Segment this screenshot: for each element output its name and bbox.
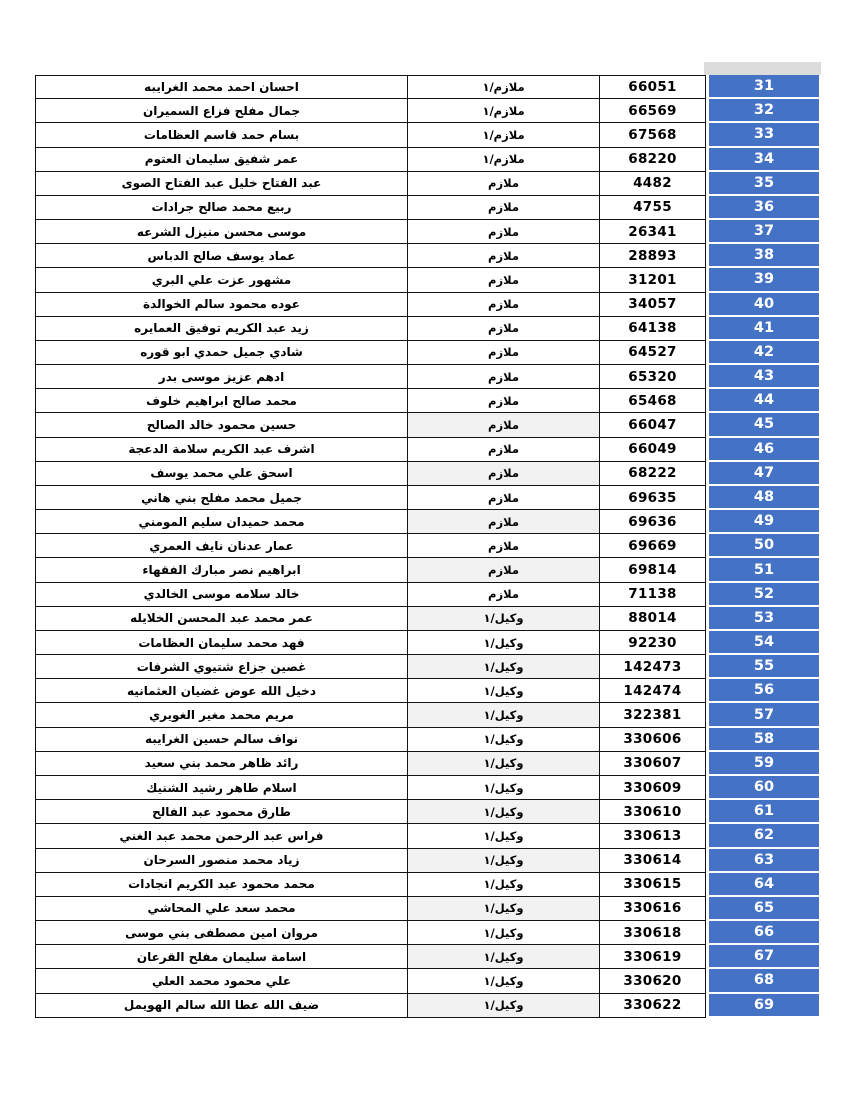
rank-cell: وكيل/١ <box>408 728 600 752</box>
name-cell: غصين جزاع شتيوي الشرفات <box>35 655 408 679</box>
name-cell: جميل محمد مفلح بني هاني <box>35 486 408 510</box>
service-id-cell: 66049 <box>600 438 706 462</box>
table-row <box>35 607 823 631</box>
service-id-cell: 330613 <box>600 824 706 848</box>
rank-cell: وكيل/١ <box>408 679 600 703</box>
service-id-cell: 4755 <box>600 196 706 220</box>
service-id-cell: 34057 <box>600 293 706 317</box>
name-cell: زياد محمد منصور السرحان <box>35 849 408 873</box>
service-id-cell: 330618 <box>600 921 706 945</box>
table-row <box>35 728 823 752</box>
rank-cell: ملازم <box>408 365 600 389</box>
name-cell: رائد ظاهر محمد بني سعيد <box>35 752 408 776</box>
table-row <box>35 196 823 220</box>
table-row <box>35 631 823 655</box>
table-row <box>35 317 823 341</box>
row-number-cell: 49 <box>709 510 819 534</box>
table-row <box>35 510 823 534</box>
table-row <box>35 752 823 776</box>
name-cell: جمال مفلح فزاع السميران <box>35 99 408 123</box>
row-number-cell: 52 <box>709 583 819 607</box>
row-number-cell: 55 <box>709 655 819 679</box>
name-cell: حسين محمود خالد الصالح <box>35 413 408 437</box>
table-row <box>35 220 823 244</box>
rank-cell: ملازم <box>408 510 600 534</box>
table-row <box>35 558 823 582</box>
service-id-cell: 69636 <box>600 510 706 534</box>
cutoff-previous-row-remnant <box>704 62 821 75</box>
row-number-cell: 34 <box>709 148 819 172</box>
rank-cell: ملازم <box>408 558 600 582</box>
table-row <box>35 679 823 703</box>
row-number-cell: 51 <box>709 558 819 582</box>
table-row <box>35 389 823 413</box>
name-cell: بسام حمد قاسم العظامات <box>35 123 408 147</box>
service-id-cell: 64527 <box>600 341 706 365</box>
table-row <box>35 849 823 873</box>
name-cell: عمر محمد عبد المحسن الخلايله <box>35 607 408 631</box>
table-row <box>35 244 823 268</box>
name-cell: عماد يوسف صالح الدباس <box>35 244 408 268</box>
table-row <box>35 341 823 365</box>
row-number-cell: 68 <box>709 969 819 993</box>
rank-cell: وكيل/١ <box>408 776 600 800</box>
row-number-cell: 42 <box>709 341 819 365</box>
name-cell: خالد سلامه موسى الخالدي <box>35 583 408 607</box>
table-row <box>35 462 823 486</box>
row-number-cell: 62 <box>709 824 819 848</box>
row-number-cell: 58 <box>709 728 819 752</box>
table-row <box>35 413 823 437</box>
row-number-cell: 41 <box>709 317 819 341</box>
name-cell: اشرف عبد الكريم سلامة الدعجة <box>35 438 408 462</box>
service-id-cell: 66047 <box>600 413 706 437</box>
table-row <box>35 800 823 824</box>
rank-cell: ملازم/١ <box>408 99 600 123</box>
table-row <box>35 438 823 462</box>
rank-cell: ملازم <box>408 534 600 558</box>
name-cell: محمد صالح ابراهيم خلوف <box>35 389 408 413</box>
row-number-cell: 37 <box>709 220 819 244</box>
name-cell: مروان امين مصطفى بني موسى <box>35 921 408 945</box>
table-row <box>35 75 823 99</box>
name-cell: شادي جميل حمدي ابو قوره <box>35 341 408 365</box>
name-cell: موسى محسن منيزل الشرعه <box>35 220 408 244</box>
row-number-cell: 31 <box>709 75 819 99</box>
name-cell: محمد محمود عبد الكريم انجادات <box>35 873 408 897</box>
row-number-cell: 32 <box>709 99 819 123</box>
row-number-cell: 45 <box>709 413 819 437</box>
rank-cell: وكيل/١ <box>408 994 600 1018</box>
name-cell: مشهور عزت علي البري <box>35 268 408 292</box>
row-number-cell: 66 <box>709 921 819 945</box>
table-row <box>35 945 823 969</box>
service-id-cell: 66569 <box>600 99 706 123</box>
service-id-cell: 69635 <box>600 486 706 510</box>
name-cell: فراس عبد الرحمن محمد عبد الغني <box>35 824 408 848</box>
row-number-cell: 48 <box>709 486 819 510</box>
table-row <box>35 534 823 558</box>
service-id-cell: 71138 <box>600 583 706 607</box>
service-id-cell: 330614 <box>600 849 706 873</box>
table-row <box>35 921 823 945</box>
service-id-cell: 88014 <box>600 607 706 631</box>
rank-cell: وكيل/١ <box>408 824 600 848</box>
rank-cell: وكيل/١ <box>408 945 600 969</box>
service-id-cell: 92230 <box>600 631 706 655</box>
name-cell: فهد محمد سليمان العظامات <box>35 631 408 655</box>
row-number-cell: 63 <box>709 849 819 873</box>
table-row <box>35 703 823 727</box>
name-cell: ابراهيم نصر مبارك الفقهاء <box>35 558 408 582</box>
rank-cell: ملازم <box>408 244 600 268</box>
rank-cell: وكيل/١ <box>408 849 600 873</box>
row-number-cell: 38 <box>709 244 819 268</box>
service-id-cell: 69814 <box>600 558 706 582</box>
table-row <box>35 969 823 993</box>
rank-cell: ملازم <box>408 293 600 317</box>
row-number-cell: 53 <box>709 607 819 631</box>
rank-cell: وكيل/١ <box>408 752 600 776</box>
table-row <box>35 486 823 510</box>
row-number-cell: 64 <box>709 873 819 897</box>
rank-cell: وكيل/١ <box>408 921 600 945</box>
name-cell: ادهم عزيز موسى بدر <box>35 365 408 389</box>
rank-cell: ملازم/١ <box>408 148 600 172</box>
service-id-cell: 330616 <box>600 897 706 921</box>
service-id-cell: 330609 <box>600 776 706 800</box>
rank-cell: وكيل/١ <box>408 655 600 679</box>
service-id-cell: 31201 <box>600 268 706 292</box>
row-number-cell: 46 <box>709 438 819 462</box>
service-id-cell: 330610 <box>600 800 706 824</box>
row-number-cell: 61 <box>709 800 819 824</box>
rank-cell: ملازم <box>408 462 600 486</box>
row-number-cell: 40 <box>709 293 819 317</box>
row-number-cell: 54 <box>709 631 819 655</box>
name-cell: عوده محمود سالم الخوالدة <box>35 293 408 317</box>
name-cell: محمد حميدان سليم المومني <box>35 510 408 534</box>
rank-cell: وكيل/١ <box>408 607 600 631</box>
name-cell: دخيل الله عوض غضيان العثمانيه <box>35 679 408 703</box>
row-number-cell: 50 <box>709 534 819 558</box>
row-number-cell: 39 <box>709 268 819 292</box>
table-row <box>35 123 823 147</box>
row-number-cell: 67 <box>709 945 819 969</box>
name-cell: اسلام طاهر رشيد الشنيك <box>35 776 408 800</box>
rank-cell: وكيل/١ <box>408 897 600 921</box>
service-id-cell: 330615 <box>600 873 706 897</box>
name-cell: زيد عبد الكريم توفيق العمايره <box>35 317 408 341</box>
row-number-cell: 33 <box>709 123 819 147</box>
rank-cell: وكيل/١ <box>408 969 600 993</box>
service-id-cell: 330622 <box>600 994 706 1018</box>
row-number-cell: 60 <box>709 776 819 800</box>
rank-cell: وكيل/١ <box>408 800 600 824</box>
name-cell: ضيف الله عطا الله سالم الهويمل <box>35 994 408 1018</box>
rank-cell: وكيل/١ <box>408 873 600 897</box>
rank-cell: ملازم <box>408 268 600 292</box>
name-cell: اسحق علي محمد يوسف <box>35 462 408 486</box>
rank-cell: ملازم <box>408 172 600 196</box>
table-row <box>35 776 823 800</box>
table-row <box>35 897 823 921</box>
table-row <box>35 172 823 196</box>
table-row <box>35 268 823 292</box>
row-number-cell: 47 <box>709 462 819 486</box>
table-row <box>35 655 823 679</box>
service-id-cell: 65468 <box>600 389 706 413</box>
rank-cell: ملازم <box>408 389 600 413</box>
rank-cell: ملازم <box>408 486 600 510</box>
rank-cell: ملازم/١ <box>408 123 600 147</box>
name-cell: طارق محمود عبد الفالح <box>35 800 408 824</box>
service-id-cell: 142474 <box>600 679 706 703</box>
table-row <box>35 583 823 607</box>
table-row <box>35 994 823 1018</box>
service-id-cell: 330607 <box>600 752 706 776</box>
service-id-cell: 322381 <box>600 703 706 727</box>
table-row <box>35 148 823 172</box>
service-id-cell: 67568 <box>600 123 706 147</box>
name-cell: ربيع محمد صالح جرادات <box>35 196 408 220</box>
service-id-cell: 142473 <box>600 655 706 679</box>
name-cell: اسامة سليمان مفلح القرعان <box>35 945 408 969</box>
rank-cell: ملازم/١ <box>408 75 600 99</box>
name-cell: احسان احمد محمد الغرايبه <box>35 75 408 99</box>
row-number-cell: 65 <box>709 897 819 921</box>
service-id-cell: 66051 <box>600 75 706 99</box>
name-cell: علي محمود محمد العلي <box>35 969 408 993</box>
rank-cell: ملازم <box>408 583 600 607</box>
rank-cell: وكيل/١ <box>408 631 600 655</box>
row-number-cell: 69 <box>709 994 819 1018</box>
table-row <box>35 873 823 897</box>
personnel-roster-table <box>35 75 823 1018</box>
service-id-cell: 68220 <box>600 148 706 172</box>
service-id-cell: 330606 <box>600 728 706 752</box>
rank-cell: ملازم <box>408 413 600 437</box>
service-id-cell: 69669 <box>600 534 706 558</box>
name-cell: مريم محمد مغير الغويري <box>35 703 408 727</box>
name-cell: محمد سعد علي المحاشي <box>35 897 408 921</box>
row-number-cell: 57 <box>709 703 819 727</box>
rank-cell: ملازم <box>408 220 600 244</box>
name-cell: عبد الفتاح خليل عبد الفتاح الصوى <box>35 172 408 196</box>
row-number-cell: 35 <box>709 172 819 196</box>
row-number-cell: 36 <box>709 196 819 220</box>
service-id-cell: 68222 <box>600 462 706 486</box>
service-id-cell: 26341 <box>600 220 706 244</box>
service-id-cell: 330620 <box>600 969 706 993</box>
rank-cell: ملازم <box>408 196 600 220</box>
row-number-cell: 43 <box>709 365 819 389</box>
table-row <box>35 824 823 848</box>
table-row <box>35 293 823 317</box>
name-cell: عمار عدنان نايف العمري <box>35 534 408 558</box>
rank-cell: وكيل/١ <box>408 703 600 727</box>
row-number-cell: 56 <box>709 679 819 703</box>
row-number-cell: 59 <box>709 752 819 776</box>
service-id-cell: 4482 <box>600 172 706 196</box>
rank-cell: ملازم <box>408 317 600 341</box>
rank-cell: ملازم <box>408 438 600 462</box>
service-id-cell: 330619 <box>600 945 706 969</box>
service-id-cell: 65320 <box>600 365 706 389</box>
table-row <box>35 365 823 389</box>
table-row <box>35 99 823 123</box>
name-cell: نواف سالم حسين الغرايبه <box>35 728 408 752</box>
row-number-cell: 44 <box>709 389 819 413</box>
service-id-cell: 64138 <box>600 317 706 341</box>
rank-cell: ملازم <box>408 341 600 365</box>
name-cell: عمر شفيق سليمان العتوم <box>35 148 408 172</box>
service-id-cell: 28893 <box>600 244 706 268</box>
